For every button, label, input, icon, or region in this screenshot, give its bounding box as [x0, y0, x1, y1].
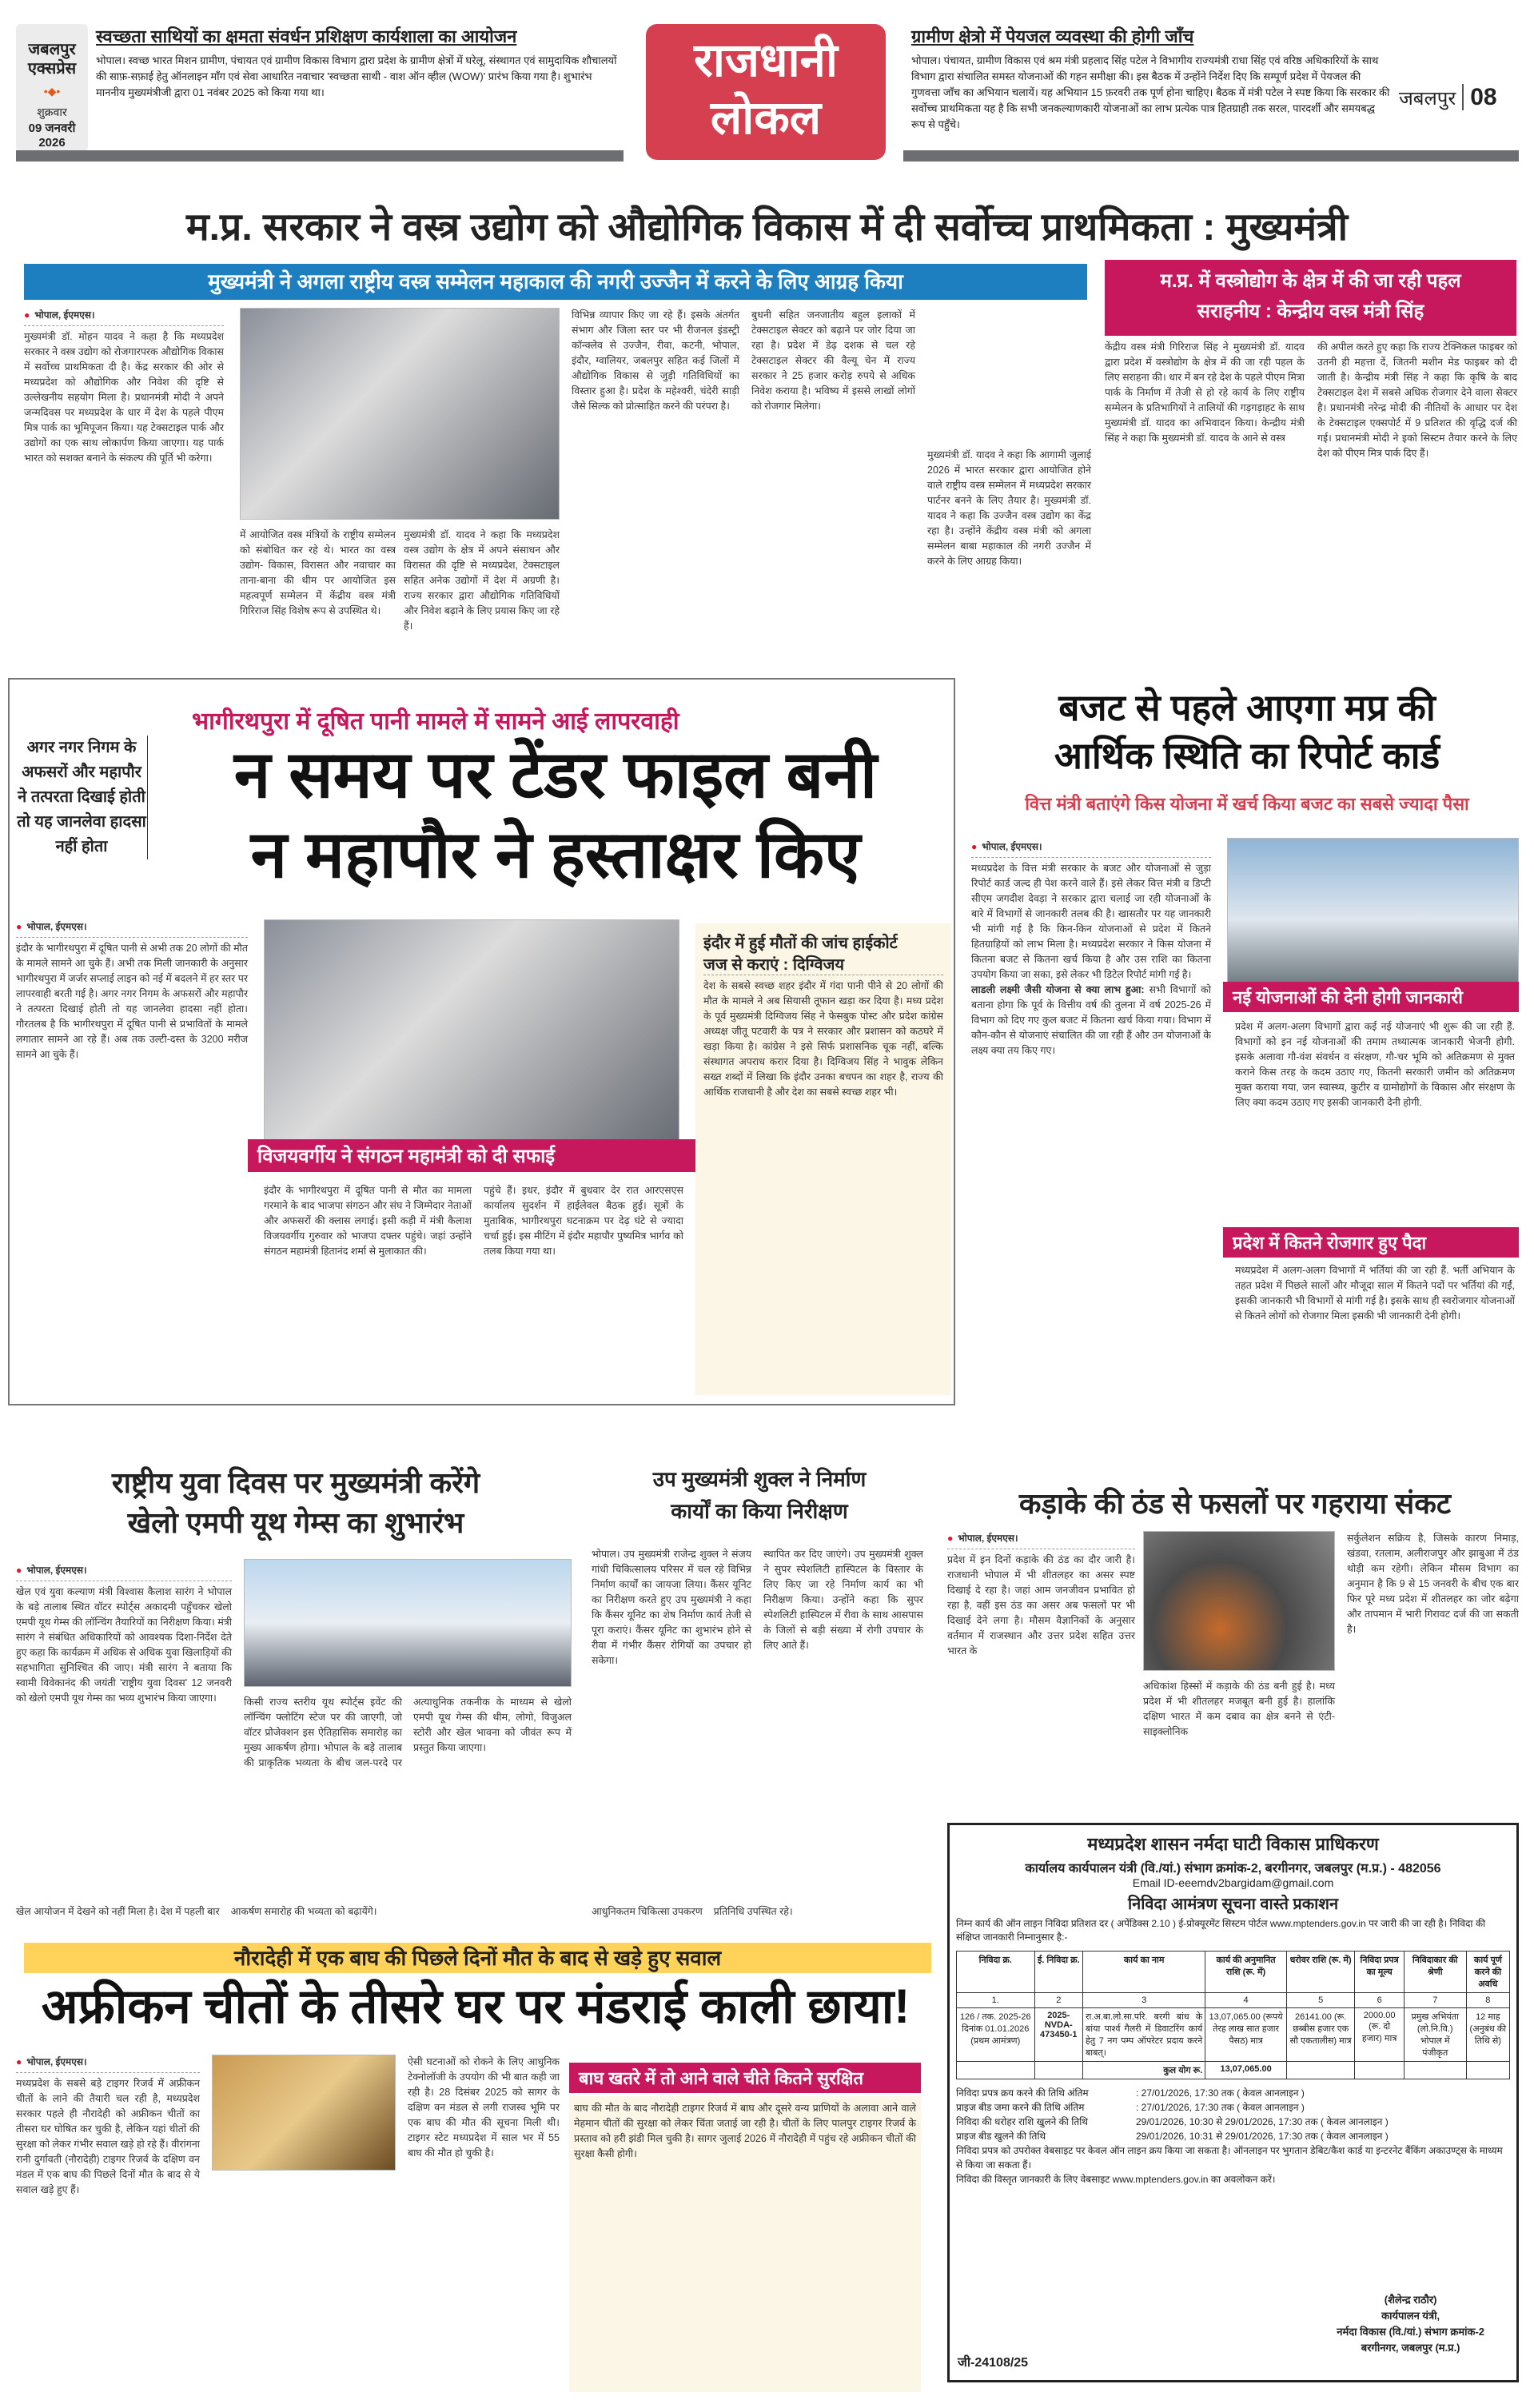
ad-note-2: निविदा की विस्तृत जानकारी के लिए वेबसाइट www.mptenders.gov.in का अवलोकन करें। — [956, 2174, 1276, 2185]
table-cell: 1. — [957, 1993, 1035, 2008]
date-value: : 27/01/2026, 17:30 तक ( केवल आनलाइन ) — [1136, 2087, 1305, 2099]
table-cell — [1404, 2062, 1466, 2079]
budget-deck: वित्त मंत्री बताएंगे किस योजना में खर्च किया बजट का सबसे ज्यादा पैसा — [1025, 794, 1469, 814]
table-cell: प्रमुख अभियंता (लो.नि.वि.) भोपाल में पंजीकृत — [1404, 2008, 1466, 2062]
ad-authority: मध्यप्रदेश शासन नर्मदा घाटी विकास प्राधिकरण — [1087, 1834, 1379, 1854]
lead-strap: मुख्यमंत्री ने अगला राष्ट्रीय वस्त्र सम्मेलन महाकाल की नगरी उज्जैन में करने के लिए आग्रह किया — [24, 264, 1087, 300]
youth-col-1 — [16, 1563, 232, 1706]
table-cell: रा.अ.बा.लो.सा.परि. बरगी बांध के बांया पार्श्व गैलरी में डिवाटरिंग कार्य हेतु 7 नग पम्प ऑपरेटर प्रदाय करने बाबत्। — [1083, 2008, 1205, 2062]
youth-last-line: खेल आयोजन में देखने को नहीं मिला है। देश में पहली बार — [16, 1906, 220, 1917]
indore-text: इंदौर के भागीरथपुरा में दूषित पानी से अभी तक 20 लोगों की मौत के मामले सामने आ चुके हैं। अभी तक मिली जानकारी के अनुसार भागीरथपुरा में जर्जर सप्लाई लाइन को नई में बदलने में हर स्तर पर लापरवाही बरती गई है। अगर नगर निगम के अफसरों और महापौर ने तत्परता दिखाई होती तो यह जानलेवा हादसा नहीं होता। गौरतलब है कि भागीरथपुरा में दूषित पानी से प्रभावितों के मामले लगातार सामने आ रहे हैं। अब तक उल्टी-दस्त के 3200 मरीज सामने आ चुके हैं। — [16, 943, 248, 1060]
shukla-col-2: स्थापित कर दिए जाएंगे। उप मुख्यमंत्री शुक्ल ने सुपर स्पेशलिटी हास्पिटल के विस्तार के लिए किए जा रहे निर्माण कार्य का भी निरीक्षण किया। उन्होंने कहा कि सुपर स्पेशलिटी हास्पिटल में रीवा के साथ आसपास के जिलों से बड़ी संख्या में रोगी उपचार के लिए आते हैं। — [763, 1549, 923, 1651]
shukla-headline-2: कार्यों का किया निरीक्षण — [671, 1499, 848, 1523]
digvijay-title-2: जज से कराएं : दिग्विजय — [703, 953, 943, 975]
table-total-row — [957, 2062, 1510, 2079]
brief-body: भोपाल। स्वच्छ भारत मिशन ग्रामीण, पंचायत एवं ग्रामीण विकास विभाग द्वारा प्रदेश के ग्रामीण क्षेत्रों में घरेलू, संस्थागत एवं सामुदायिक शौचालयों की साफ़-सफ़ाई हेतु ऑनलाइन माँग एवं सेवा आधारित नवाचार 'स्वच्छता साथी - वाश ऑन व्हील (WOW)' प्रारंभ किया गया है। शुभारंभ माननीय मुख्यमंत्रीजी द्वारा 01 नवंबर 2025 को किया गया था। — [96, 54, 617, 98]
indore-headline-1: न समय पर टेंडर फाइल बनी — [233, 739, 878, 811]
date-value: 29/01/2026, 10:31 से 29/01/2026, 17:30 तक ( केवल आनलाइन ) — [1136, 2131, 1389, 2142]
table-cell: 4 — [1205, 1993, 1287, 2008]
tender-table — [956, 1951, 1510, 2079]
youth-last — [16, 1904, 576, 1920]
digvijay-box — [695, 923, 951, 1395]
brand-line-2: लोकल — [710, 92, 822, 144]
indore-col-3: पहुंचे हैं। इधर, इंदौर में बुधवार देर रात आरएसएस कार्यालय सुदर्शन में हाईलेवल बैठक हुई। सूत्रों के मुताबिक, भागीरथपुरा घटनाक्रम पर देढ़ घंटे से ज्यादा चर्चा हुई। इस मीटिंग में इंदौर महापौर पुष्यमित्र भार्गव को तलब किया गया था। — [484, 1185, 683, 1257]
issue-day: शुक्रवार — [37, 106, 67, 118]
page-label — [1399, 84, 1497, 111]
budget-headline — [967, 684, 1527, 779]
ad-email: Email ID-eeemdv2bargidam@gmail.com — [1132, 1876, 1334, 1889]
table-cell: 2025-NVDA-473450-1 — [1034, 2008, 1083, 2062]
sign-office: नर्मदा विकास (वि./यां.) संभाग क्रमांक-2 — [1337, 2326, 1484, 2338]
ad-dates — [956, 2086, 1510, 2143]
digvijay-title-1: इंदौर में हुई मौतों की जांच हाईकोर्ट — [703, 935, 898, 952]
indore-photo — [264, 919, 679, 1147]
table-cell — [957, 2062, 1035, 2079]
date-value: 29/01/2026, 10:30 से 29/01/2026, 17:30 तक ( केवल आनलाइन ) — [1136, 2116, 1389, 2127]
sidebar-headline-2: सराहनीय : केन्द्रीय वस्त्र मंत्री सिंह — [1197, 301, 1424, 322]
brand-line-1: राजधानी — [694, 34, 838, 86]
page-city: जबलपुर — [1399, 88, 1456, 110]
issue-date: 09 जनवरी 2026 — [28, 122, 76, 150]
youth-photo — [244, 1559, 572, 1687]
table-cell — [1466, 2062, 1509, 2079]
table-header: कार्य की अनुमानित राशि (रू. में) — [1205, 1952, 1287, 1993]
shukla-headline — [592, 1463, 927, 1527]
ad-intro: निम्न कार्य की ऑन लाइन निविदा प्रतिशत दर ( अपेंडिक्स 2.10 ) ई-प्रोक्यूरमेंट सिस्टम पोर्टल www.mptenders.gov.in पर जारी की जा रही है। निविदा की संक्षिप्त जानकारी निम्नानुसार है:- — [956, 1918, 1486, 1943]
cheetah-col-2: ऐसी घटनाओं को रोकने के लिए आधुनिक टेक्नोलॉजी के उपयोग की भी बात कही जा रही है। 28 दिसंबर 2025 को सागर के दक्षिण वन मंडल से लगी राजस्व भूमि पर एक बाघ की मौत की सूचना मिली थी। टाइगर स्टेट मध्यप्रदेश में साल भर में 55 बाघ की मौत हो चुकी है। — [408, 2056, 560, 2159]
cheetah-headline: अफ्रीकन चीतों के तीसरे घर पर मंडराई काली छाया! — [41, 1979, 910, 2033]
date-label: निविदा की धरोहर राशि खुलने की तिथि — [956, 2116, 1088, 2127]
sign-name: (शैलेन्द्र राठौर) — [1384, 2294, 1437, 2306]
budget-subhead: लाडली लक्ष्मी जैसी योजना से क्या लाभ हुआ: — [971, 984, 1145, 995]
divider — [903, 150, 1519, 161]
table-cell: 2000.00 (रू. दो हजार) मात्र — [1355, 2008, 1404, 2062]
sign-place: बरगीनगर, जबलपुर (म.प्र.) — [1361, 2342, 1460, 2354]
table-cell: 6 — [1355, 1993, 1404, 2008]
table-header: निविदा प्रपत्र का मूल्य — [1355, 1952, 1404, 1993]
section-brand — [646, 24, 886, 160]
dateline: ● भोपाल, ईएमएस। — [24, 308, 224, 326]
indore-deck: भागीरथपुरा में दूषित पानी मामले में सामने आई लापरवाही — [192, 708, 679, 735]
lead-col-3: बुधनी सहित जनजातीय बहुल इलाकों में टेक्सटाइल सेक्टर को बढ़ाने पर जोर दिया जा रहा है। प्रदेश में डेढ़ दशक से चल रहे टेक्सटाइल सेक्टर की वैल्यू चेन में राज्य सरकार ने 25 हजार करोड़ रुपये से अधिक निवेश कराया है। भविष्य में इससे लाखों लोगों को रोजगार मिलेगा। — [751, 309, 915, 412]
youth-col-2: किसी राज्य स्तरीय यूथ स्पोर्ट्स इवेंट की लॉन्चिंग फ्लोटिंग स्टेज पर की जाएगी, जो वॉटर प्रोजेक्शन इस ऐतिहासिक समारोह का मुख्य आकर्षण होगा। भोपाल के बड़े तालाब की प्राकृतिक भव्यता के बीच जल-परदे पर अत्याधुनिक तकनीक के माध्यम से खेलो एमपी यूथ गेम्स की थीम, लोगो, विजुअल स्टोरी और खेल भावना को जीवंत रूप में प्रस्तुत किया जाएगा। — [244, 1696, 572, 1768]
cheetah-photo — [212, 2055, 396, 2171]
cold-col-2: सर्कुलेशन सक्रिय है, जिसके कारण निमाड़, खंडवा, रतलाम, अलीराजपुर और झाबुआ में ठंड थोड़ी कम रहेगी। लेकिन मौसम विभाग का अनुमान है कि 9 से 15 जनवरी के बीच एक बार फिर पूरे मध्य प्रदेश में शीतलहर का जोर बढ़ेगा और तापमान में भारी गिरावट दर्ज की जा सकती है। — [1347, 1533, 1519, 1635]
date-label: निविदा प्रपत्र क्रय करने की तिथि अंतिम — [956, 2087, 1089, 2099]
table-header: निविदा क्र. — [957, 1952, 1035, 1993]
cold-col-1 — [947, 1531, 1135, 1659]
paper-name: जबलपुर एक्सप्रेस — [27, 41, 77, 78]
sidebar-headline-1: म.प्र. में वस्त्रोद्योग के क्षेत्र में की जा रही पहल — [1160, 270, 1461, 292]
ad-date-row — [956, 2129, 1510, 2143]
table-cell: 126 / तक. 2025-26 दिनांक 01.01.2026 (प्रथम आमंत्रण) — [957, 2008, 1035, 2062]
brief-swachhta — [96, 24, 624, 101]
indore-headline-2: न महापौर ने हस्ताक्षर किए — [250, 819, 861, 891]
tender-ad — [947, 1823, 1519, 2382]
ad-signature — [1337, 2292, 1484, 2356]
cheetah-col-1 — [16, 2055, 200, 2198]
sidebar-col-2: की अपील करते हुए कहा कि राज्य टेक्निकल फाइबर को उतनी ही महत्ता दें, जितनी मशीन मेड फाइबर को दी जाती है। केन्द्रीय मंत्री सिंह ने कहा कि कृषि के बाद टेक्सटाइल देश में सबसे अधिक रोजगार देने वाला सेक्टर है। प्रधानमंत्री नरेन्द्र मोदी की नीतियों के आधार पर देश के टेक्सटाइल एक्सपोर्ट में 9 प्रतिशत की वृद्धि दर्ज की गई। प्रधानमंत्री मोदी ने इको सिस्टम तैयार करने के लिए देश को पीएम मित्र पार्क दिए हैं। — [1317, 341, 1517, 459]
table-cell: 12 माह (अनुबंध की तिथि से) — [1466, 2008, 1509, 2062]
table-cell: 13,07,065.00 (रूपये तेरह लाख सात हजार पैसठ) मात्र — [1205, 2008, 1287, 2062]
cheetah-box-title: बाघ खतरे में तो आने वाले चीते कितने सुरक्षित — [569, 2063, 921, 2093]
youth-headline-2: खेलो एमपी यूथ गेम्स का शुभारंभ — [127, 1506, 464, 1539]
total-value: 13,07,065.00 — [1205, 2062, 1287, 2079]
budget-headline-1: बजट से पहले आएगा मप्र की — [1058, 687, 1436, 728]
table-cell: 2 — [1034, 1993, 1083, 2008]
shukla-col-1: भोपाल। उप मुख्यमंत्री राजेन्द्र शुक्ल ने संजय गांधी चिकित्सालय परिसर में चल रहे विभिन्न निर्माण कार्यों का जायजा लिया। कैंसर यूनिट का निरीक्षण करते हुए उप मुख्यमंत्री ने कहा कि कैंसर यूनिट का शेष निर्माण कार्य तेजी से पूरा कराएं। कैंसर यूनिट का शुभारंभ होने से रीवा में गंभीर कैंसर रोगियों का उपचार हो सकेगा। — [592, 1549, 751, 1666]
budget-text-2: सभी विभागों को बताना होगा कि पूर्व के वित्तीय वर्ष की तुलना में वर्ष 2025-26 में विभाग को दिए गए कुल बजट में कितना खर्च किया गया। विभाग में कौन-कौन से योजनाएं संचालित की जा रही हैं और उन योजनाओं के लक्ष्य क्या तय किए गए। — [971, 984, 1211, 1056]
table-header: निविदाकार की श्रेणी — [1404, 1952, 1466, 1993]
cold-headline: कड़ाके की ठंड से फसलों पर गहराया संकट — [1018, 1487, 1452, 1520]
youth-last-line-2: आकर्षण समारोह की भव्यता को बढ़ायेंगे। — [230, 1906, 377, 1917]
date-label: प्राइज बीड खुलने की तिथि — [956, 2131, 1046, 2142]
table-cell: 5 — [1286, 1993, 1355, 2008]
table-header: कार्य पूर्ण करने की अवधि — [1466, 1952, 1509, 1993]
shukla-headline-1: उप मुख्यमंत्री शुक्ल ने निर्माण — [652, 1467, 867, 1491]
budget-box-1-text: प्रदेश में अलग-अलग विभागों द्वारा कई नई योजनाएं भी शुरू की जा रही हैं. विभागों को इन नई योजनाओं की तमाम तथ्यात्मक जानकारी भेजनी होगी. इसके अलावा गौ-वंश संवर्धन व संरक्षण, गौ-चर भूमि को अतिक्रमण से मुक्त कराने किस तरह के कदम उठाए गए, कितनी सरकारी जमीन को अतिक्रमण मुक्त कराया गया, जन स्वास्थ्य, कुटीर व ग्रामोद्योगों के विकास और संरक्षण के लिए क्या कदम उठाए गए इसकी जानकारी देनी होगी. — [1235, 1021, 1515, 1108]
indore-col-1 — [16, 919, 248, 1062]
ad-date-row — [956, 2086, 1510, 2100]
page-number: 08 — [1462, 84, 1496, 110]
lead-caption-2: मुख्यमंत्री डॉ. यादव ने कहा कि मध्यप्रदेश वस्त्र उद्योग के क्षेत्र में अपने संसाधन और विरासत की दृष्टि से मध्यप्रदेश, टेक्सटाइल सहित अनेक उद्योगों में देश में अग्रणी है। राज्य सरकार द्वारा औद्योगिक गतिविधियों और निवेश बढ़ाने के लिए प्रयास किए जा रहे हैं। — [404, 529, 560, 632]
digvijay-text: देश के सबसे स्वच्छ शहर इंदौर में गंदा पानी पीने से 20 लोगों की मौत के मामले ने अब सियासी तूफान खड़ा कर दिया है। मध्य प्रदेश के पूर्व मुख्यमंत्री दिग्विजय सिंह ने फेसबुक पोस्ट और प्रदेश कांग्रेस अध्यक्ष जीतू पटवारी के पत्र ने सरकार और प्रशासन को कठघरे में खड़ा किया है। कांग्रेस ने इसे सिर्फ प्रशासनिक चूक नहीं, बल्कि संस्थागत अपराध करार दिया है। दिग्विजय सिंह ने भावुक लेकिन सख्त शब्दों में लिखा कि इंदौर उनका बचपन का शहर है, राज्य की आर्थिक राजधानी है और देश का सबसे स्वच्छ शहर भी। — [703, 980, 943, 1098]
table-header: ई. निविदा क्र. — [1034, 1952, 1083, 1993]
cold-photo — [1143, 1531, 1335, 1671]
indore-side-quote: अगर नगर निगम के अफसरों और महापौर ने तत्परता दिखाई होती तो यह जानलेवा हादसा नहीं होता — [16, 736, 148, 859]
decorative-diamonds-icon: •◆• — [43, 85, 61, 98]
indore-col-2: इंदौर के भागीरथपुरा में दूषित पानी से मौत का मामला गरमाने के बाद भाजपा संगठन और संघ ने जिम्मेदार नेताओं और अफसरों की क्लास लगाई। इसी कड़ी में मंत्री कैलाश विजयवर्गीय गुरुवार को भाजपा दफ्तर पहुंचे। जहां उन्होंने संगठन महामंत्री हितानंद शर्मा से मुलाकात की। — [264, 1185, 472, 1257]
indore-photo-caption: विजयवर्गीय ने संगठन महामंत्री को दी सफाई — [248, 1139, 695, 1172]
masthead-paper-box — [16, 24, 88, 152]
cheetah-text: मध्यप्रदेश के सबसे बड़े टाइगर रिजर्व में अफ्रीकन चीतों के लाने की तैयारी चल रही है, मध्यप्रदेश सरकार पहले ही नौरादेही को अफ्रीकन चीतों का तीसरा घर घोषित कर चुकी है, लेकिन यहां चीतों की सुरक्षा को लेकर गंभीर सवाल खड़े हो रहे हैं। वीरांगना रानी दुर्गावती (नौरादेही) टाइगर रिजर्व के दक्षिण वन मंडल में एक बाघ की पिछले दिनों मौत के बाद से ये सवाल खड़े हुए हैं। — [16, 2078, 200, 2195]
budget-photo — [1227, 838, 1519, 986]
dateline: ● भोपाल, ईएमएस। — [16, 2055, 200, 2073]
table-cell: 8 — [1466, 1993, 1509, 2008]
lead-caption-1: में आयोजित वस्त्र मंत्रियों के राष्ट्रीय सम्मेलन को संबोधित कर रहे थे। भारत का वस्त्र उद्योग- विकास, विरासत और नवाचार का ताना-बाना की थीम पर आयोजित इस महत्वपूर्ण सम्मेलन में केंद्रीय वस्त्र मंत्री गिरिराज सिंह विशेष रूप से उपस्थित थे। — [240, 529, 396, 616]
ad-office: कार्यालय कार्यपालन यंत्री (वि./यां.) संभाग क्रमांक-2, बरगीनगर, जबलपुर (म.प्र.) - 482056 — [1025, 1862, 1441, 1876]
date-label: प्राइज बीड जमा करने की तिथि अंतिम — [956, 2102, 1085, 2113]
lead-photo — [240, 308, 560, 520]
sign-title: कार्यपालन यंत्री, — [1381, 2310, 1440, 2322]
total-label: कुल योग रू. — [1083, 2062, 1205, 2079]
table-cell — [1355, 2062, 1404, 2079]
table-cell — [1034, 2062, 1083, 2079]
brief-title: ग्रामीण क्षेत्रो में पेयजल व्यवस्था की होगी जाँच — [911, 26, 1194, 46]
date-value: : 27/01/2026, 17:30 तक ( केवल आनलाइन ) — [1136, 2102, 1305, 2113]
table-row — [957, 2008, 1510, 2062]
brief-title: स्वच्छता साथियों का क्षमता संवर्धन प्रशिक्षण कार्यशाला का आयोजन — [96, 26, 517, 46]
dateline: ● भोपाल, ईएमएस। — [16, 1563, 232, 1581]
cold-col-mid: अधिकांश हिस्सों में कड़ाके की ठंड बनी हुई है। मध्य प्रदेश में भी शीतलहर मजबूत बनी हुई है। हालांकि दक्षिण भारत में कम दबाव का क्षेत्र बनने से एंटी-साइक्लोनिक — [1143, 1680, 1335, 1737]
table-cell — [1286, 2062, 1355, 2079]
brief-body: भोपाल। पंचायत, ग्रामीण विकास एवं श्रम मंत्री प्रहलाद सिंह पटेल ने विभागीय राज्यमंत्री राधा सिंह एवं वरिष्ठ अधिकारियों के साथ विभाग द्वारा संचालित समस्त योजनाओं की गहन समीक्षा की। इस बैठक में उन्होंने निर्देश दिए कि सम्पूर्ण प्रदेश में पेयजल की गुणवत्ता जाँच का अभियान चलायें। यह अभियान 15 फ़रवरी तक पूर्ण होना चाहिए। बैठक में मंत्री पटेल ने स्पष्ट किया कि सरकार की सर्वोच्च प्राथमिकता यह है कि सभी जनकल्याणकारी योजनाओं का लाभ प्रत्येक पात्र हितग्राही तक सरल, पारदर्शी और समयबद्ध रूप से पहुँचे। — [911, 54, 1390, 130]
cheetah-box-text: बाघ की मौत के बाद नौरादेही टाइगर रिजर्व में बाघ और दूसरे वन्य प्राणियों के अलावा आने वाले मेहमान चीतों की सुरक्षा को लेकर चिंता जताई जा रही है। चीतों के लिए पालपुर टाइगर रिजर्व के प्रस्ताव को हरी झंडी मिल चुकी है। सागर जुलाई 2026 में नौरादेही में पहुंच रहे अफ्रीकन चीतों की सुरक्षा कैसी होगी। — [569, 2096, 921, 2392]
cold-text: प्रदेश में इन दिनों कड़ाके की ठंड का दौर जारी है। राजधानी भोपाल में भी शीतलहर का असर स्पष्ट दिखाई दे रहा है। जहां आम जनजीवन प्रभावित हो रहा है, वहीं इस ठंड का असर अब फसलों पर भी दिखाई देने लगा है। मौसम वैज्ञानिकों के अनुसार वर्तमान में राजस्थान और उत्तर प्रदेश सहित उत्तर भारत के — [947, 1554, 1135, 1656]
dateline: ● भोपाल, ईएमएस। — [971, 839, 1211, 858]
lead-headline: म.प्र. सरकार ने वस्त्र उद्योग को औद्योगिक विकास में दी सर्वोच्च प्राथमिकता : मुख्यमंत्री — [185, 206, 1349, 249]
ad-note-1: निविदा प्रपत्र को उपरोक्त वेबसाइट पर केवल ऑन लाइन क्रय किया जा सकता है। ऑनलाइन पर भुगतान डेबिट/कैश कार्ड या इन्टरनेट बैंकिंग अकाउण्ट्स के माध्यम से किया जा सकता हैं। — [956, 2145, 1503, 2171]
budget-text: मध्यप्रदेश के वित्त मंत्री सरकार के बजट और योजनाओं से जुड़ा रिपोर्ट कार्ड जल्द ही पेश करने वाले हैं। इसे लेकर वित्त मंत्री व डिप्टी सीएम जगदीश देवड़ा ने सरकार द्वारा चलाई जा रही योजनाओं के बारे में विभागों से जानकारी तलब की है। खासतौर पर यह जानकारी भी मांगी गई है कि किन-किन योजनाओं से प्रदेश में कितने हितग्राहियों को लाभ मिला है। मध्यप्रदेश सरकार ने किस योजना में कितना बजट से कितना खर्च किया है और उस राशि का कितना उपयोग किया जा सका, इसे लेकर भी डिटेल रिपोर्ट मांगी गई है। — [971, 863, 1211, 980]
ad-date-row — [956, 2115, 1510, 2129]
budget-box-1-title: नई योजनाओं की देनी होगी जानकारी — [1223, 982, 1519, 1012]
budget-box-2-text: मध्यप्रदेश में अलग-अलग विभागों में भर्तियां की जा रही हैं. भर्ती अभियान के तहत प्रदेश में पिछले सालों और मौजूदा साल में कितने पदों पर भर्तियां की गईं, इसकी जानकारी भी विभागों से मांगी गई है। इसके साथ ही स्वरोजगार योजनाओं से कितने लोगों को रोजगार मिला इसकी भी जानकारी देनी होगी। — [1235, 1265, 1515, 1322]
budget-box-2-title: प्रदेश में कितने रोजगार हुए पैदा — [1223, 1227, 1519, 1258]
budget-headline-2: आर्थिक स्थिति का रिपोर्ट कार्ड — [1054, 735, 1440, 776]
brief-water — [911, 24, 1391, 133]
ad-code: जी-24108/25 — [958, 2356, 1029, 2370]
lead-col-2: विभिन्न व्यापार किए जा रहे हैं। इसके अंतर्गत संभाग और जिला स्तर पर भी रीजनल इंडस्ट्री कॉन्क्लेव से उज्जैन, रीवा, कटनी, भोपाल, इंदौर, ग्वालियर, जबलपुर सहित कई जिलों में औद्योगिक विकास से जुड़ी गतिविधियों का विस्तार हुआ है। प्रदेश के महेश्वरी, चंदेरी साड़ी जैसे सिल्क को प्रोत्साहित करने की परंपरा है। — [572, 309, 739, 412]
youth-text: खेल एवं युवा कल्याण मंत्री विश्वास कैलाश सारंग ने भोपाल के बड़े तालाब स्थित वॉटर स्पोर्ट्स अकादमी पहुँचकर खेलो एमपी यूथ गेम्स की लॉन्चिंग तैयारियों का निरीक्षण किया। मंत्री सारंग ने संबंधित अधिकारियों को आवश्यक दिशा-निर्देश देते हुए कहा कि कार्यक्रम में अधिक से अधिक युवा खिलाड़ियों की सहभागिता सुनिश्चित की जाए। मंत्री सारंग ने बताया कि स्वामी विवेकानंद की जयंती 'राष्ट्रीय युवा दिवस' 12 जनवरी को खेलो एमपी यूथ गेम्स का भव्य शुभारंभ किया जाएगा। — [16, 1586, 232, 1704]
divider — [16, 150, 624, 161]
table-header: धरोवर राशि (रू. में) — [1286, 1952, 1355, 1993]
table-header: कार्य का नाम — [1083, 1952, 1205, 1993]
shukla-last-line-2: प्रतिनिधि उपस्थित रहे। — [713, 1906, 793, 1917]
sidebar-headline — [1105, 260, 1516, 336]
table-number-row — [957, 1993, 1510, 2008]
lead-col-4: मुख्यमंत्री डॉ. यादव ने कहा कि आगामी जुलाई 2026 में भारत सरकार द्वारा आयोजित होने वाले राष्ट्रीय वस्त्र सम्मेलन में मध्यप्रदेश सरकार पार्टनर बनने के लिए तैयार है। मुख्यमंत्री डॉ. यादव ने कहा कि उज्जैन वस्त्र उद्योग का केंद्र रहा है। उन्होंने केंद्रीय वस्त्र मंत्री को अगला सम्मेलन बाबा महाकाल की नगरी उज्जैन में करने के लिए आग्रह किया। — [927, 449, 1091, 567]
youth-headline — [16, 1463, 576, 1543]
shukla-last-line: आधुनिकतम चिकित्सा उपकरण — [592, 1906, 703, 1917]
sidebar-col-1: केंद्रीय वस्त्र मंत्री गिरिराज सिंह ने मुख्यमंत्री डॉ. यादव द्वारा प्रदेश में वस्त्रोद्योग के क्षेत्र में की जा रही पहल के लिए सराहना की। धार में बन रहे देश के पहले पीएम मित्रा पार्क के निर्माण में तेजी से हो रहे कार्य के लिए राष्ट्रीय सम्मेलन के प्रतिभागियों ने तालियों की गड़गड़ाहट के साथ मुख्यमंत्री डॉ. यादव का अभिवादन किया। केन्द्रीय मंत्री सिंह ने कहा कि मुख्यमंत्री डॉ. यादव के आने से वस्त्र — [1105, 341, 1305, 444]
dateline: ● भोपाल, ईएमएस। — [16, 919, 248, 938]
table-header-row — [957, 1952, 1510, 1993]
table-cell: 7 — [1404, 1993, 1466, 2008]
lead-text: मुख्यमंत्री डॉ. मोहन यादव ने कहा है कि मध्यप्रदेश सरकार ने वस्त्र उद्योग को रोजगारपरक औद्योगिक विकास में सर्वोच्च प्राथमिकता दी है। केंद्र सरकार की ओर से मध्यप्रदेश को औद्योगिक और निवेश की दृष्टि से उल्लेखनीय सहयोग मिला है। प्रधानमंत्री मोदी ने अपने जन्मदिवस पर मध्यप्रदेश के धार में देश के पहले पीएम मित्र पार्क का भूमिपूजन किया। यह टेक्सटाइल पार्क और उद्योगों का एक साथ लोकार्पण किया जाएगा। यह पार्क भारत को सशक्त बनाने के संकल्प की पूर्ति भी करेगा। — [24, 331, 224, 464]
table-cell: 26141.00 (रू. छब्बीस हजार एक सौ एकतालीस) मात्र — [1286, 2008, 1355, 2062]
table-cell: 3 — [1083, 1993, 1205, 2008]
lead-col-1 — [24, 308, 224, 466]
budget-col-1 — [971, 839, 1211, 1058]
ad-title: निविदा आमंत्रण सूचना वास्ते प्रकाशन — [1127, 1896, 1339, 1913]
ad-date-row — [956, 2100, 1510, 2115]
shukla-last — [592, 1904, 927, 1920]
cheetah-deck: नौरादेही में एक बाघ की पिछले दिनों मौत के बाद से खड़े हुए सवाल — [24, 1943, 931, 1973]
dateline: ● भोपाल, ईएमएस। — [947, 1531, 1135, 1549]
indore-headline — [160, 736, 951, 895]
youth-headline-1: राष्ट्रीय युवा दिवस पर मुख्यमंत्री करेंगे — [111, 1466, 480, 1499]
